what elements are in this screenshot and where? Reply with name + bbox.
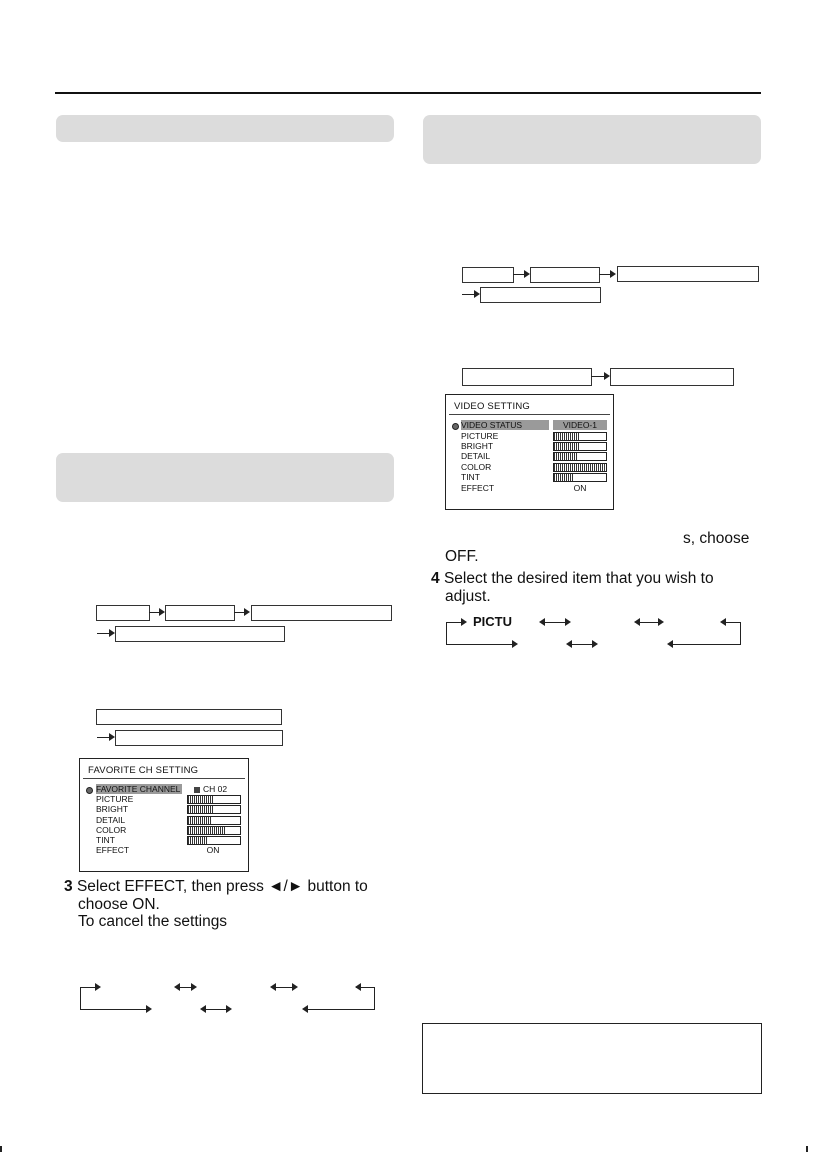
cycle-line bbox=[740, 622, 741, 645]
step-number: 3 bbox=[64, 878, 73, 895]
cycle-line bbox=[178, 987, 192, 988]
menu-path-box bbox=[115, 730, 283, 746]
osd-item-video-status[interactable]: VIDEO STATUS bbox=[461, 420, 549, 430]
osd-item-picture[interactable]: PICTURE bbox=[461, 431, 499, 441]
arrow-head-icon bbox=[191, 983, 197, 991]
cycle-line bbox=[374, 987, 375, 1010]
menu-path-box bbox=[165, 605, 235, 621]
cursor-dot-icon bbox=[86, 787, 93, 794]
osd-title: FAVORITE CH SETTING bbox=[88, 765, 199, 776]
bright-bar bbox=[187, 805, 241, 814]
menu-path-box bbox=[462, 267, 514, 283]
color-bar bbox=[553, 463, 607, 472]
osd-item-bright[interactable]: BRIGHT bbox=[96, 804, 129, 814]
channel-value bbox=[194, 784, 244, 794]
step-3-text: Select EFFECT, then press ◄/► button to bbox=[76, 878, 368, 895]
cycle-line bbox=[80, 987, 81, 1010]
menu-path-box bbox=[462, 368, 592, 386]
arrow-head-icon bbox=[512, 640, 518, 648]
flow-arrow bbox=[591, 376, 605, 377]
osd-item-effect[interactable]: EFFECT bbox=[461, 483, 495, 493]
cycle-line bbox=[204, 1009, 226, 1010]
osd-item-tint[interactable]: TINT bbox=[461, 472, 480, 482]
picture-bar bbox=[187, 795, 241, 804]
osd-item-color[interactable]: COLOR bbox=[96, 825, 127, 835]
video-setting-osd bbox=[445, 394, 614, 510]
osd-item-picture[interactable]: PICTURE bbox=[96, 794, 134, 804]
arrow-head-icon bbox=[565, 618, 571, 626]
menu-path-box bbox=[115, 626, 285, 642]
picture-bar bbox=[553, 432, 607, 441]
cycle-line bbox=[446, 644, 512, 645]
cycle-line bbox=[446, 622, 462, 623]
effect-value: ON bbox=[573, 483, 587, 493]
step-3-continuation-2: OFF. bbox=[445, 548, 479, 565]
osd-divider bbox=[83, 778, 245, 779]
color-bar bbox=[187, 826, 241, 835]
cycle-line bbox=[80, 987, 96, 988]
osd-item-detail[interactable]: DETAIL bbox=[461, 451, 491, 461]
arrow-head-icon bbox=[244, 608, 250, 616]
step-3-line-3: To cancel the settings bbox=[78, 913, 228, 930]
step-3-line-1 bbox=[64, 877, 368, 896]
cycle-label-picture: PICTU bbox=[473, 614, 512, 629]
video-status-value: VIDEO-1 bbox=[553, 420, 607, 430]
channel-value-text: CH 02 bbox=[203, 784, 228, 794]
cycle-line bbox=[274, 987, 292, 988]
menu-path-box bbox=[96, 709, 282, 725]
arrow-head-icon bbox=[658, 618, 664, 626]
cycle-line bbox=[446, 622, 447, 645]
detail-bar bbox=[187, 816, 241, 825]
step-4-line-2: adjust. bbox=[445, 588, 491, 605]
step-3-continuation: s, choose bbox=[683, 530, 750, 547]
arrow-head-icon bbox=[610, 270, 616, 278]
crop-mark bbox=[0, 1146, 2, 1152]
menu-path-box bbox=[530, 267, 600, 283]
detail-bar bbox=[553, 452, 607, 461]
cycle-line bbox=[543, 622, 565, 623]
step-number: 4 bbox=[431, 570, 440, 587]
note-box bbox=[422, 1023, 762, 1094]
osd-divider bbox=[449, 414, 610, 415]
cycle-line bbox=[671, 644, 740, 645]
tint-bar bbox=[553, 473, 607, 482]
step-4-text: Select the desired item that you wish to bbox=[443, 570, 714, 587]
menu-path-box bbox=[480, 287, 601, 303]
osd-item-color[interactable]: COLOR bbox=[461, 462, 492, 472]
menu-path-box bbox=[96, 605, 150, 621]
arrow-head-icon bbox=[292, 983, 298, 991]
cycle-line bbox=[724, 622, 740, 623]
menu-path-box bbox=[610, 368, 734, 386]
menu-path-box bbox=[617, 266, 759, 282]
osd-item-tint[interactable]: TINT bbox=[96, 835, 115, 845]
bright-bar bbox=[553, 442, 607, 451]
osd-item-favorite-channel[interactable]: FAVORITE CHANNEL bbox=[96, 784, 181, 794]
favorite-ch-setting-osd bbox=[79, 758, 249, 872]
cycle-line bbox=[80, 1009, 146, 1010]
cycle-line bbox=[570, 644, 592, 645]
osd-title: VIDEO SETTING bbox=[454, 401, 530, 412]
header-rule bbox=[55, 92, 761, 94]
arrow-head-icon bbox=[146, 1005, 152, 1013]
arrow-head-icon bbox=[226, 1005, 232, 1013]
step-4-line-1 bbox=[431, 569, 714, 588]
cycle-line bbox=[638, 622, 658, 623]
arrow-head-left-icon bbox=[355, 983, 361, 991]
arrow-head-icon bbox=[95, 983, 101, 991]
effect-value: ON bbox=[206, 845, 220, 855]
cursor-dot-icon bbox=[452, 423, 459, 430]
arrow-head-icon bbox=[461, 618, 467, 626]
arrow-head-icon bbox=[592, 640, 598, 648]
crop-mark bbox=[806, 1146, 808, 1152]
menu-path-box bbox=[251, 605, 392, 621]
osd-item-effect[interactable]: EFFECT bbox=[96, 845, 130, 855]
osd-item-detail[interactable]: DETAIL bbox=[96, 815, 126, 825]
step-3-line-2: choose ON. bbox=[78, 896, 160, 913]
tint-bar bbox=[187, 836, 241, 845]
section-heading-band bbox=[56, 453, 394, 502]
section-heading-band bbox=[423, 115, 761, 164]
osd-item-bright[interactable]: BRIGHT bbox=[461, 441, 494, 451]
cycle-line bbox=[306, 1009, 374, 1010]
section-heading-band bbox=[56, 115, 394, 142]
square-icon bbox=[194, 787, 200, 793]
